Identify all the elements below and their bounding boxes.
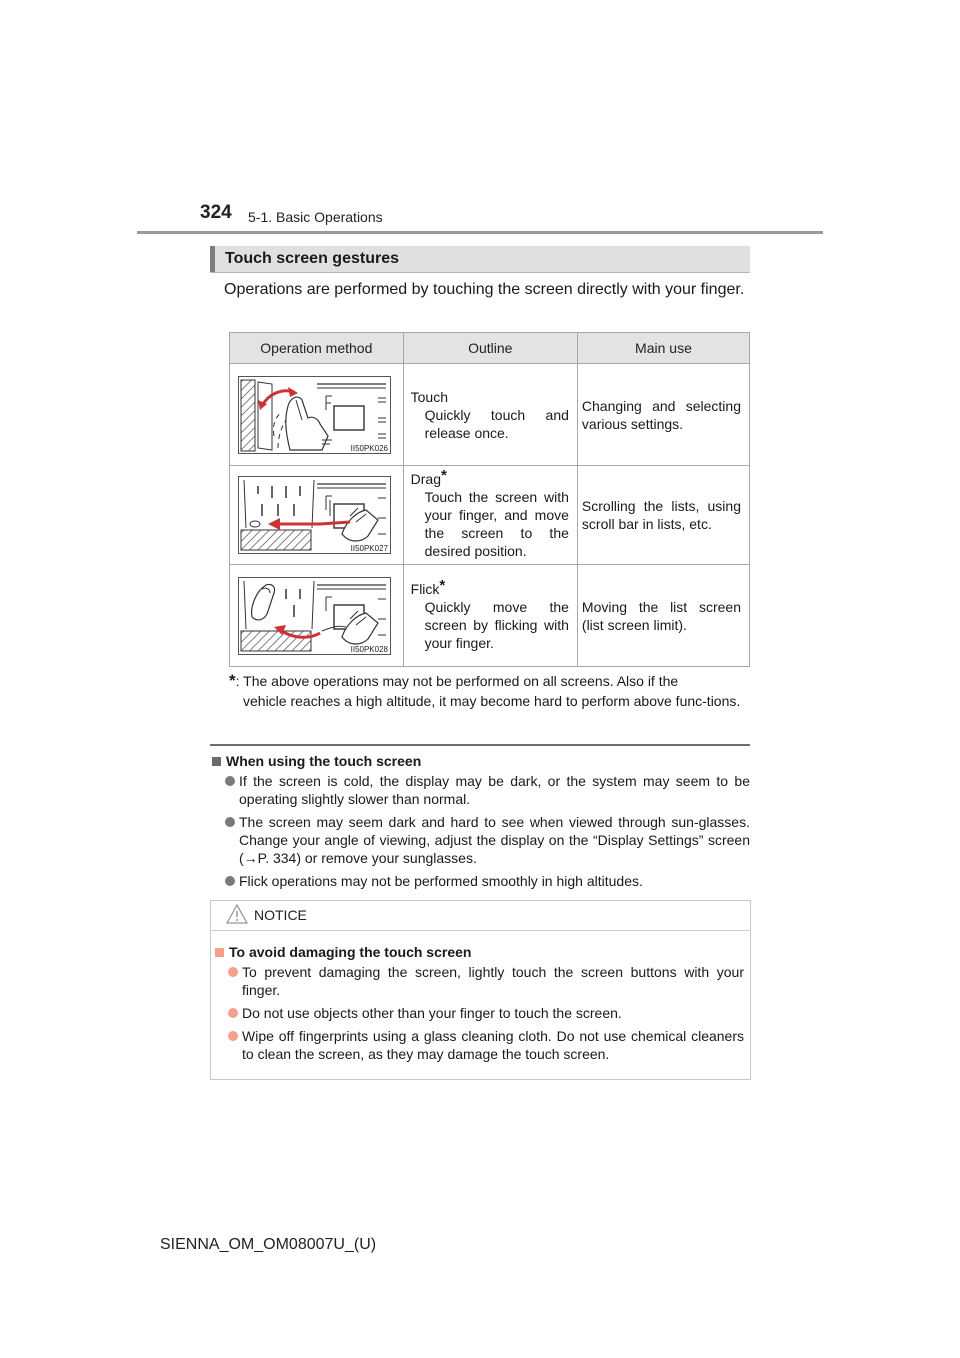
list-item: Do not use objects other than your finger to touch the screen. — [227, 1004, 744, 1022]
circle-bullet-icon — [225, 876, 235, 886]
footnote-mark: * — [229, 671, 236, 690]
list-item: Wipe off fingerprints using a glass cleaning cloth. Do not use chemical cleaners to clean the screen, as they may damage the touch screen. — [227, 1027, 744, 1063]
gesture-name: Drag* — [410, 467, 447, 487]
notice-label: NOTICE — [254, 907, 307, 923]
column-header: Operation method — [230, 333, 404, 364]
table-row — [230, 565, 750, 667]
main-use-cell: Changing and selecting various settings. — [577, 364, 749, 466]
gesture-description: Quickly move the screen by flicking with your finger. — [424, 598, 569, 651]
document-code: SIENNA_OM_OM08007U_(U) — [160, 1236, 377, 1253]
heading-accent — [210, 246, 215, 272]
main-use-cell: Moving the list screen (list screen limit). — [577, 565, 749, 667]
table-header-row — [230, 333, 750, 364]
notice-header — [211, 901, 750, 931]
section-heading — [210, 246, 750, 273]
circle-bullet-icon — [228, 1008, 238, 1018]
footnote-text: : The above operations may not be performed on all screens. Also if the — [235, 673, 679, 689]
circle-bullet-icon — [228, 967, 238, 977]
drag-gesture-illustration — [238, 476, 391, 554]
section-heading-label: Touch screen gestures — [225, 250, 399, 267]
circle-bullet-icon — [225, 817, 235, 827]
section-divider — [210, 744, 750, 746]
footnote-continuation: vehicle reaches a high altitude, it may become hard to perform above func-tions. — [243, 693, 741, 709]
notice-heading: To avoid damaging the touch screen — [215, 944, 471, 960]
section-title: 5-1. Basic Operations — [248, 209, 383, 225]
touch-gesture-illustration — [238, 376, 391, 454]
gesture-name: Touch — [410, 388, 448, 405]
intro-paragraph: Operations are performed by touching the screen directly with your finger. — [224, 281, 745, 298]
illustration-cell — [230, 565, 404, 667]
list-item: The screen may seem dark and hard to see when viewed through sun-glasses. Change your angle of viewing, adjust the display on the “Display Settings” screen (→P. 334) or remove your sunglasses. — [224, 813, 750, 867]
gesture-description: Quickly touch and release once. — [424, 406, 569, 441]
illustration-code: II50PK027 — [350, 544, 388, 553]
table-row — [230, 364, 750, 466]
square-bullet-icon — [215, 948, 224, 957]
list-item: Flick operations may not be performed smoothly in high altitudes. — [224, 872, 750, 890]
column-header: Outline — [403, 333, 577, 364]
circle-bullet-icon — [225, 776, 235, 786]
notes-list — [224, 772, 750, 895]
illustration-code: II50PK026 — [350, 443, 388, 453]
warning-triangle-icon — [226, 904, 248, 924]
square-bullet-icon — [212, 757, 221, 766]
outline-cell — [403, 364, 577, 466]
page-number: 324 — [200, 202, 232, 223]
illustration-code: II50PK028 — [350, 644, 388, 654]
circle-bullet-icon — [228, 1031, 238, 1041]
illustration-cell — [230, 364, 404, 466]
column-header: Main use — [577, 333, 749, 364]
flick-gesture-illustration — [238, 577, 391, 655]
list-item: If the screen is cold, the display may be dark, or the system may seem to be operating slightly slower than normal. — [224, 772, 750, 808]
outline-cell — [403, 466, 577, 565]
gestures-table — [229, 332, 750, 667]
notes-heading: When using the touch screen — [212, 753, 421, 769]
illustration-cell — [230, 466, 404, 565]
outline-cell — [403, 565, 577, 667]
main-use-cell: Scrolling the lists, using scroll bar in lists, etc. — [577, 466, 749, 565]
gesture-description: Touch the screen with your finger, and move the screen to the desired position. — [424, 489, 569, 559]
gesture-name: Flick* — [410, 576, 446, 597]
table-row — [230, 466, 750, 565]
notice-list — [227, 963, 744, 1068]
header-rule — [137, 231, 823, 234]
notice-box — [210, 900, 751, 1080]
footnote — [229, 671, 746, 711]
list-item: To prevent damaging the screen, lightly touch the screen buttons with your finger. — [227, 963, 744, 999]
